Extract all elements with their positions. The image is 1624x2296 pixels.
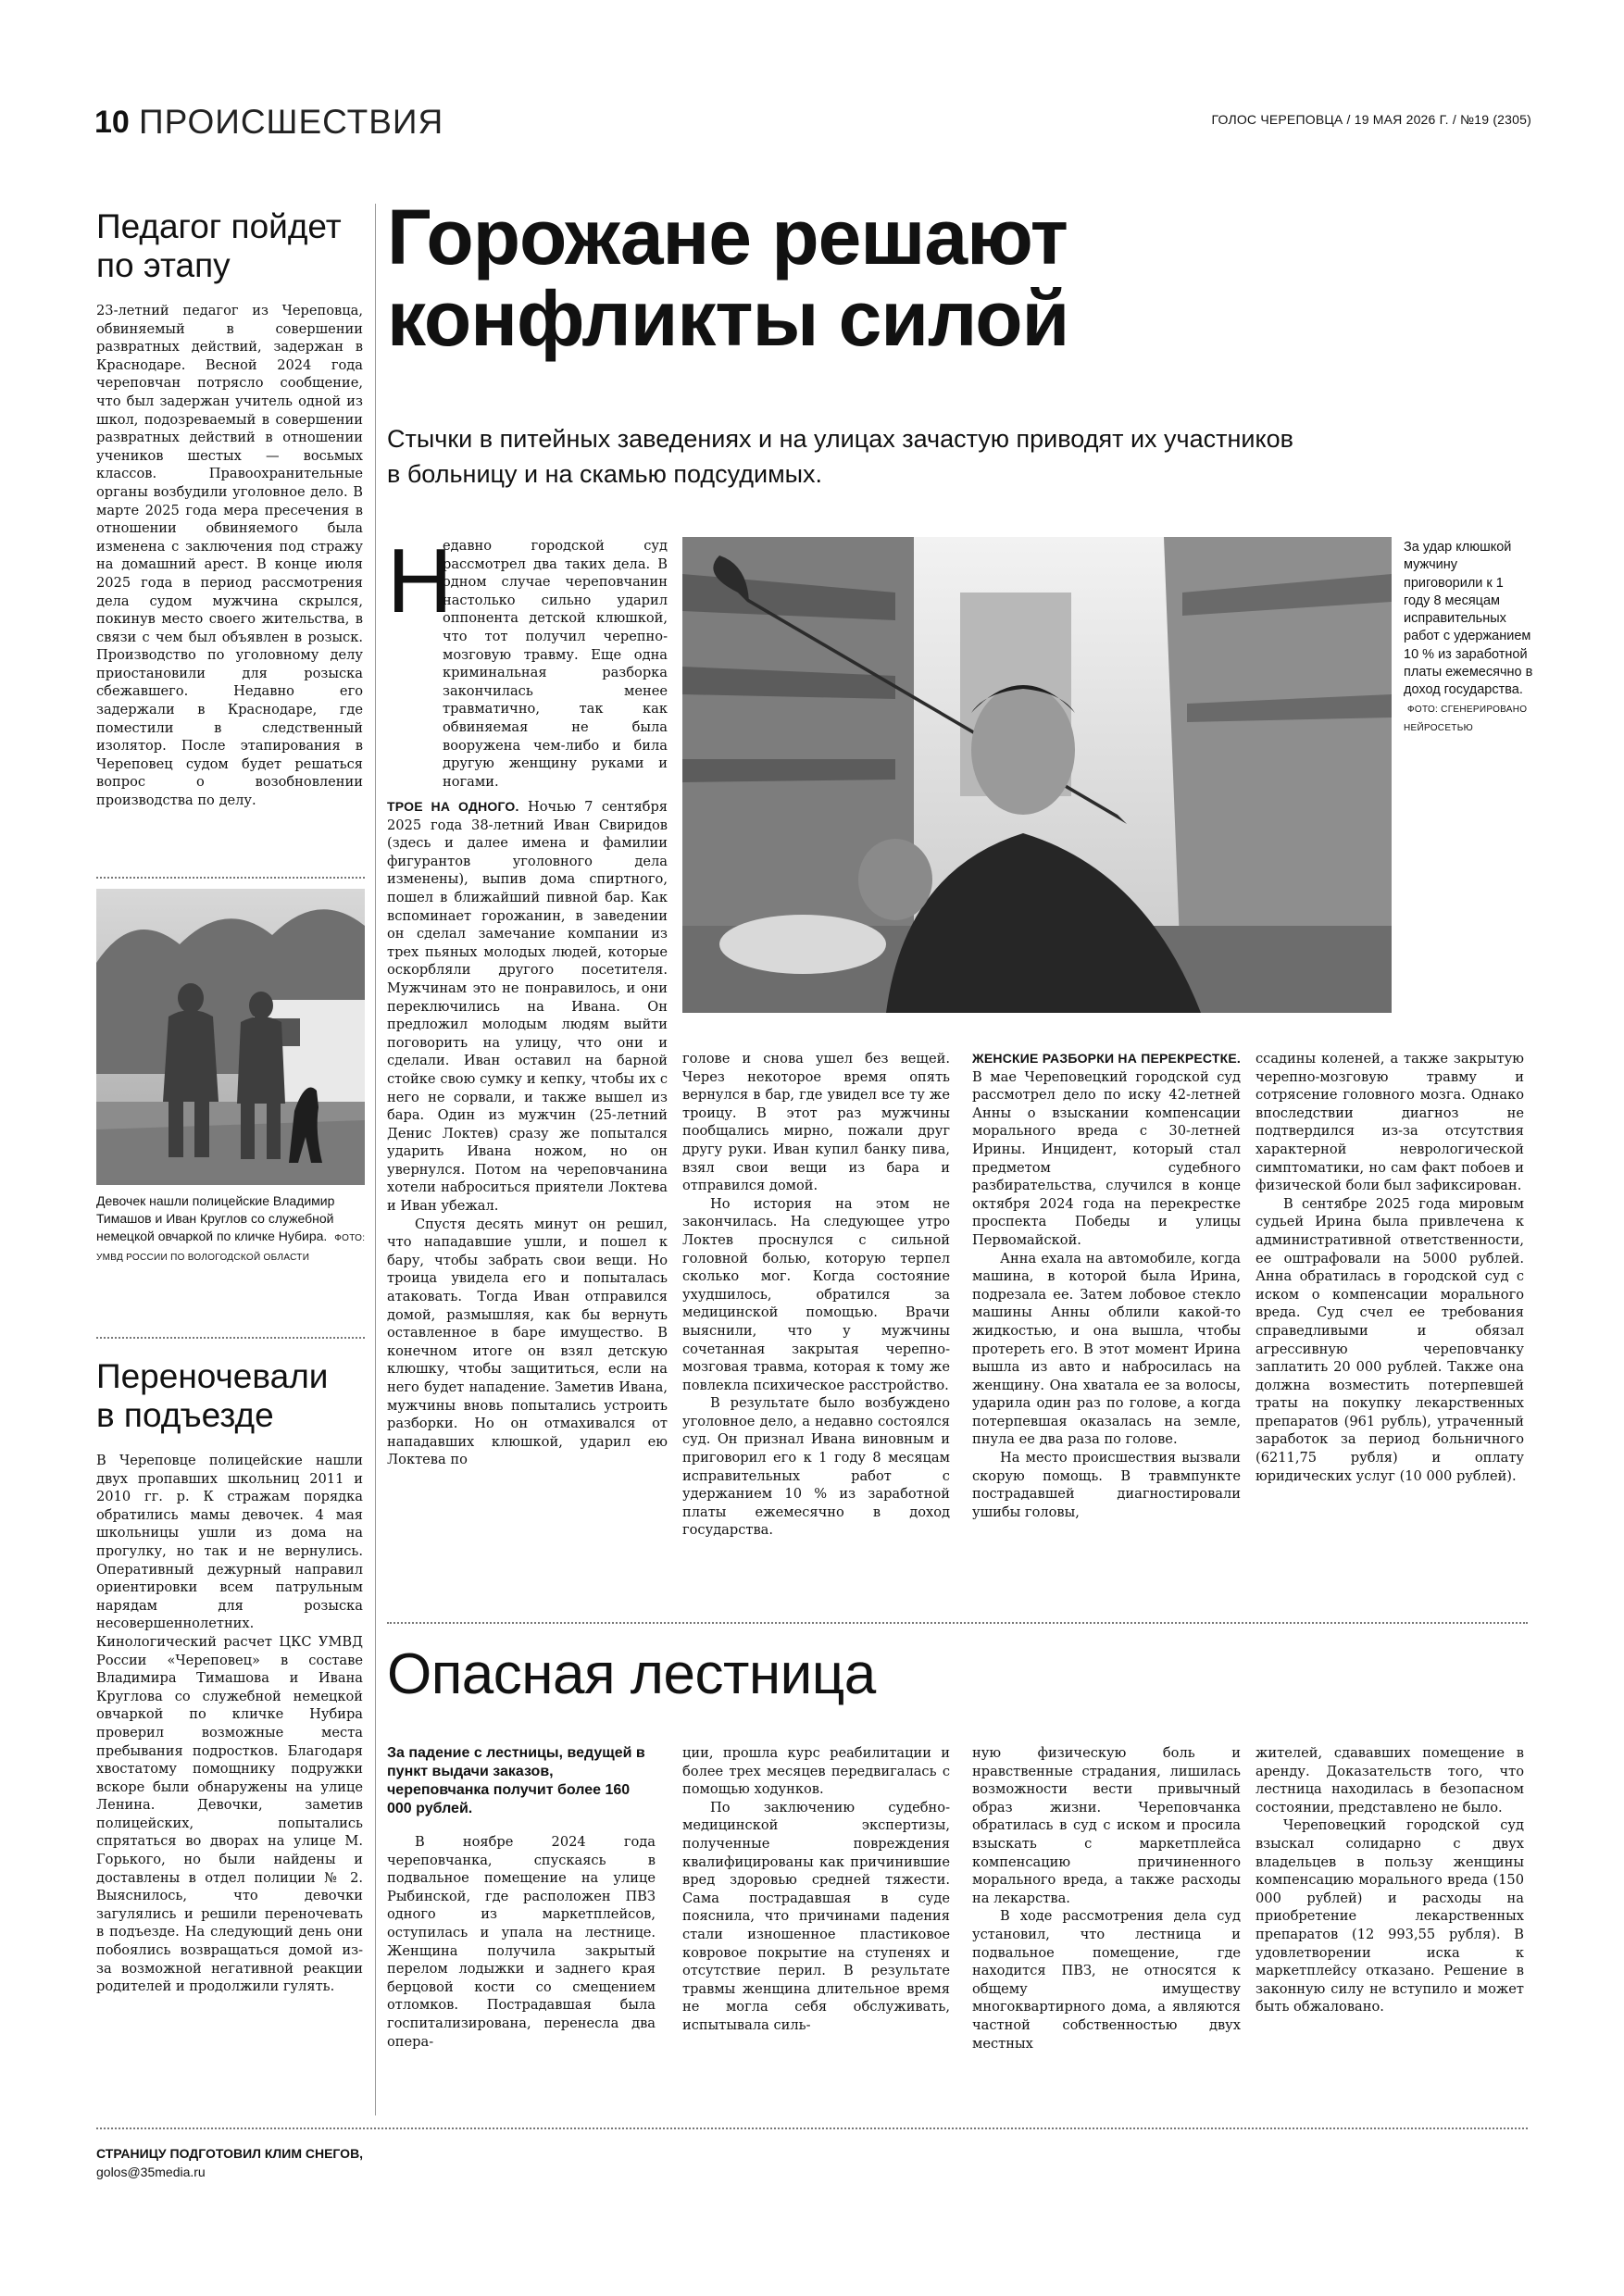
page-number: 10 bbox=[94, 105, 130, 140]
edition-info: ГОЛОС ЧЕРЕПОВЦА / 19 МАЯ 2026 Г. / №19 (2305) bbox=[1211, 112, 1531, 127]
main-lead-line1: Стычки в питейных заведениях и на улицах зачастую приводят их участников bbox=[387, 425, 1293, 453]
stairs-col4-p2: Череповецкий городской суд взыскал солидарно с двух владельцев в пользу женщины компенсацию морального вреда (150 000 рублей) и расходы на приобретение лекарственных препаратов (12 993,55 рубля). В удовлетворении иска к маркетплейсу отказано. Решение в законную силу не вступило и может быть обжаловано. bbox=[1255, 1817, 1524, 2015]
sidebar-divider-2 bbox=[96, 1337, 365, 1339]
main-col3-p2: Анна ехала на автомобиле, когда машина, в которой была Ирина, подрезала ее. Затем лобовое стекло машины Анны облили какой-то жидкостью, и она вышла, чтобы протереть его. В этот момент Ирина вышла из авто и набросилась на женщину. Она хватала ее за волосы, ударила один раз по голове, а когда потерпевшая оказалась на земле, пнула ее два раза по голове. bbox=[972, 1250, 1241, 1448]
sidebar-photo-caption: Девочек нашли полицейские Владимир Тимашов и Иван Круглов со служебной немецкой овчаркой по кличке Нубира. bbox=[96, 1193, 335, 1243]
main-photo-caption: За удар клюшкой мужчину приговорили к 1 году 8 месяцам исправительных работ с удержанием 10 % из заработной платы ежемесячно в доход государства. bbox=[1404, 540, 1533, 698]
stairs-col3-p2: В ходе рассмотрения дела суд установил, что лестница и подвальное помещение, где находится ПВЗ, не относятся к общему имуществу многоквартирного дома, а являются частной собственностью двух местных bbox=[972, 1908, 1241, 2052]
stairs-col1-text: В ноябре 2024 года череповчанка, спускаясь в подвальное помещение на улице Рыбинской, где расположен ПВЗ одного из маркетплейсов, оступилась и упала на лестнице. Женщина получила закрытый перелом лодыжки и заднего края берцовой кости со смещением отломков. Пострадавшая была госпитализирована, перенесла два опера- bbox=[387, 1834, 656, 2050]
main-col1-p1: Ночью 7 сентября 2025 года 38-летний Иван Свиридов (здесь и далее имена и фамилии фигурантов уголовного дела изменены), выпив дома спиртного, пошел в ближайший пивной бар. Как вспоминает горожанин, в заведении он сделал замечание компании из трех пьяных молодых людей, которые оскорбляли другого посетителя. Мужчинам это не понравилось, и они переключились на Ивана. Он предложил молодым людям выйти поговорить на улицу, что они и сделали. Иван оставил на барной стойке свою сумку и кепку, чтобы их с него не сорвали, и также вышел из бара. Один из мужчин (25-летний Денис Локтев) сразу же попытался ударить Ивана ножом, но он увернулся. Потом на череповчанина хотели наброситься приятели Локтева и Иван убежал. bbox=[387, 799, 668, 1215]
main-photo-caption-block bbox=[1404, 539, 1533, 737]
stairs-col2-p2: По заключению судебно-медицинской экспертизы, полученные повреждения квалифицированы как причинившие вред здоровью средней тяжести. Сама пострадавшая в суде пояснила, что причинами падения стали изношенное пластиковое ковровое покрытие на ступенях и отсутствие перил. В результате травмы женщина длительное время не могла себя обслуживать, испытывала силь- bbox=[682, 1799, 950, 2033]
main-col4 bbox=[1255, 1050, 1524, 1485]
stairs-lead: За падение с лестницы, ведущей в пункт выдачи заказов, череповчанка получит более 160 000 рублей. bbox=[387, 1745, 645, 1816]
police-dog-photo bbox=[96, 889, 365, 1185]
main-col2 bbox=[682, 1050, 950, 1540]
stairs-col2 bbox=[682, 1744, 950, 2035]
sidebar-divider-1 bbox=[96, 877, 365, 879]
main-col4-p1: ссадины коленей, а также закрытую черепно-мозговую травму и сотрясение головного мозга. Однако впоследствии диагноз не подтвердился из-за отсутствия характерной неврологической симптоматики, но сам факт побоев и физической боли был зафиксирован. bbox=[1255, 1051, 1524, 1194]
police-dog-illustration bbox=[96, 889, 365, 1185]
main-col2-p1: голове и снова ушел без вещей. Через некоторое время опять вернулся в бар, где увидел все ту же троицу. В этот раз мужчины пообщались мирно, пожали друг другу руки. Иван купил банку пива, взял свои вещи из бара и отправился домой. bbox=[682, 1051, 950, 1194]
section2-rubric: ЖЕНСКИЕ РАЗБОРКИ НА ПЕРЕКРЕСТКЕ. bbox=[972, 1051, 1241, 1066]
sidebar-story1-title-line2: по этапу bbox=[96, 246, 231, 284]
section1-rubric: ТРОЕ НА ОДНОГО. bbox=[387, 799, 519, 814]
main-photo-credit: ФОТО: СГЕНЕРИРОВАНО НЕЙРОСЕТЬЮ bbox=[1404, 704, 1528, 733]
stairs-col1 bbox=[387, 1744, 656, 2051]
main-headline bbox=[387, 193, 1069, 362]
main-col2-p2: Но история на этом не закончилась. На следующее утро Локтев проснулся с сильной головной болью, которую терпел сколько мог. Когда состояние ухудшилось, обратился за медицинской помощью. Врачи выяснили, что у мужчины сочетанная закрытая черепно-мозговая травма, которая к тому же повлекла психическое расстройство. bbox=[682, 1195, 950, 1393]
man-with-stick-illustration bbox=[682, 537, 1392, 1013]
sidebar-story2-title-line2: в подъезде bbox=[96, 1396, 274, 1434]
main-col3-p1: В мае Череповецкий городской суд рассмотрел дело по иску 42-летней Анны о взыскании компенсации морального вреда с 30-летней Ирины. Инцидент, который стал предметом судебного разбирательства, случился в конце октября 2024 года на перекрестке проспекта Победы и улицы Первомайской. bbox=[972, 1068, 1241, 1248]
main-divider bbox=[387, 1622, 1528, 1624]
sidebar-story2-title bbox=[96, 1357, 328, 1435]
footer-credit bbox=[96, 2144, 363, 2181]
intro-text: едавно городской суд рассмотрел два таких дела. В одном случае череповчанин настолько сильно ударил оппонента детской клюшкой, что тот получил черепно-мозговую травму. Еще одна криминальная разборка закончилась менее травматично, так как обвиняемая не была вооружена чем-либо и била другую женщину руками и ногами. bbox=[443, 538, 668, 790]
main-headline-line1: Горожане решают bbox=[387, 193, 1068, 281]
section-title: ПРОИСШЕСТВИЯ bbox=[139, 103, 444, 141]
main-col1 bbox=[387, 798, 668, 1469]
main-col2-p3: В результате было возбуждено уголовное дело, а недавно состоялся суд. Он признал Ивана виновным и приговорил его к 1 году 8 месяцам исправительных работ с удержанием 10 % из заработной платы ежемесячно в доход государства. bbox=[682, 1395, 950, 1539]
main-col4-p2: В сентябре 2025 года мировым судьей Ирина была привлечена к административной ответственности, ее оштрафовали на 5000 рублей. Анна обратилась в городской суд с иском о компенсации морального вреда. Суд счел ее требования справедливыми и обязал агрессивную череповчанку заплатить 20 000 рублей. Также она должна возместить потерпевшей траты на покупку лекарственных препаратов (961 рубль), утраченный заработок за период больничного (6211,75 рубля) и оплату юридических услуг (10 000 рублей). bbox=[1255, 1195, 1524, 1484]
main-lead bbox=[387, 421, 1293, 492]
sidebar-story1-text: 23-летний педагог из Череповца, обвиняемый в совершении развратных действий, задержан в Краснодаре. Весной 2024 года череповчан потрясло сообщение, что был задержан учитель одной из школ, подозреваемый в совершении развратных действий в отношении учеников шестых — восьмых классов. Правоохранительные органы возбудили уголовное дело. В марте 2025 года мера пресечения в отношении обвиняемого была изменена с заключения под стражу на домашний арест. В конце июля 2025 года в период рассмотрения дела судом мужчина скрылся, покинув место своего жительства, в связи с чем был объявлен в розыск. Производство по уголовному делу приостановили для розыска сбежавшего. Недавно его задержали в Краснодаре, где поместили в следственный изолятор. После этапирования в Череповец судом будет решаться вопрос о возобновлении производства по делу. bbox=[96, 303, 363, 809]
sidebar-photo-caption-block bbox=[96, 1192, 367, 1267]
stairs-headline: Опасная лестница bbox=[387, 1642, 876, 1706]
sidebar-story1-title-line1: Педагог пойдет bbox=[96, 207, 342, 245]
stairs-col4 bbox=[1255, 1744, 1524, 2016]
footer-divider bbox=[96, 2128, 1528, 2129]
main-lead-line2: в больницу и на скамью подсудимых. bbox=[387, 460, 823, 488]
main-col3-p3: На место происшествия вызвали скорую помощь. В травмпункте пострадавшей диагностировали ушибы головы, bbox=[972, 1450, 1241, 1520]
dropcap: Н bbox=[387, 530, 453, 631]
main-photo bbox=[682, 537, 1392, 1013]
stairs-col2-p1: ции, прошла курс реабилитации и более трех месяцев передвигалась с помощью ходунков. bbox=[682, 1745, 950, 1798]
stairs-col4-p1: жителей, сдававших помещение в аренду. Доказательств того, что лестница находилась в безопасном состоянии, представлено не было. bbox=[1255, 1745, 1524, 1816]
footer-prepared-by: СТРАНИЦУ ПОДГОТОВИЛ КЛИМ СНЕГОВ, bbox=[96, 2146, 364, 2161]
footer-email: golos@35media.ru bbox=[96, 2165, 206, 2179]
stairs-col3-p1: ную физическую боль и нравственные страдания, лишилась возможности вести привычный образ жизни. Череповчанка обратилась в суд с иском и просила взыскать с маркетплейса компенсацию причиненного морального вреда, а также расходы на лекарства. bbox=[972, 1745, 1241, 1906]
sidebar-story2-text: В Череповце полицейские нашли двух пропавших школьниц 2011 и 2010 гг. р. К стражам порядка обратились мамы девочек. 4 мая школьницы ушли из дома на прогулку, но так и не вернулись. Оперативный дежурный направил ориентировки всем патрульным нарядам для розыска несовершеннолетних. Кинологический расчет ЦКС УМВД России «Череповец» в составе Владимира Тимашова и Ивана Круглова со служебной немецкой овчаркой по кличке Нубира проверил возможные места пребывания подростков. Благодаря хвостатому помощнику подружки вскоре были обнаружены на улице Ленина. Девочки, заметив полицейских, попытались спрятаться во дворах на улице М. Горького, но были найдены и доставлены в отдел полиции № 2. Выяснилось, что девочки загулялись и решили переночевать в подъезде. На следующий день они побоялись возвращаться домой из-за возможной негативной реакции родителей и продолжили гулять. bbox=[96, 1453, 363, 1995]
intro-line-block-1 bbox=[443, 537, 668, 791]
main-headline-line2: конфликты силой bbox=[387, 275, 1069, 362]
main-col3 bbox=[972, 1050, 1241, 1521]
stairs-col3 bbox=[972, 1744, 1241, 2053]
main-col1-p2: Спустя десять минут он решил, что нападавшие ушли, и пошел к бару, чтобы забрать свои вещи. Но троица увидела его и попыталась атаковать. Тогда Иван отправился домой, размышляя, как бы вернуть оставленное в баре имущество. В конечном итоге он взял детскую клюшку, чтобы защититься, если на него будет нападение. Заметив Ивана, мужчины вновь попытались устроить разборки. Но он отмахивался от нападавших клюшкой, ударил ею Локтева по bbox=[387, 1216, 668, 1468]
column-divider bbox=[375, 204, 376, 2115]
sidebar-story2-title-line1: Переночевали bbox=[96, 1357, 329, 1395]
sidebar-photo-credit: ФОТО: УМВД РОССИИ ПО ВОЛОГОДСКОЙ ОБЛАСТИ bbox=[96, 1233, 366, 1263]
sidebar-story1-title bbox=[96, 207, 342, 285]
